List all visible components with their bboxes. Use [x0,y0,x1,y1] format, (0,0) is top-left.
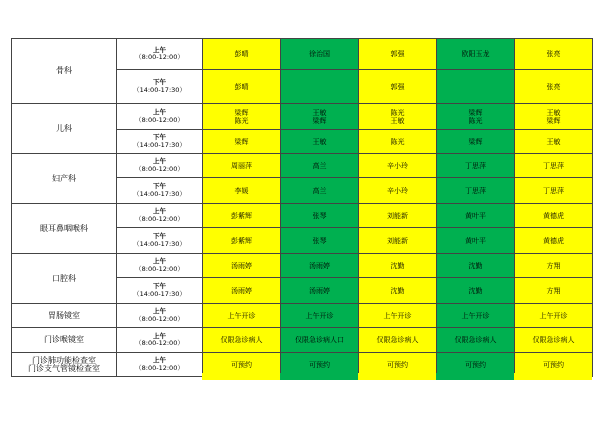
time-hours: （14:00-17:30） [133,140,186,149]
doctor-cell [437,39,515,70]
doctor-name: 梁辉 [468,108,483,117]
doctor-cell [515,70,593,104]
doctor-cell [281,39,359,70]
doctor-name: 上午开诊 [461,311,490,320]
time-hours: （14:00-17:30） [133,289,186,298]
time-slot [117,178,203,204]
doctor-cell [281,228,359,254]
doctor-name: 彭晴 [234,50,249,58]
time-slot [117,254,203,278]
doctor-cell [359,130,437,154]
time-period: 上午 [153,207,166,215]
doctor-name: 李媛 [234,186,249,195]
doctor-cell [437,130,515,154]
doctor-cell [437,328,515,353]
footer-color-strip [436,373,514,380]
time-hours: （8:00-12:00） [135,164,184,173]
doctor-name: 王敏 [312,137,327,146]
doctor-name: 丁思萍 [543,161,564,170]
doctor-name: 丁思萍 [543,186,564,195]
doctor-name: 仅限急诊病人 [376,336,419,344]
doctor-name: 沈勤 [390,286,405,295]
doctor-cell [203,278,281,304]
time-hours: （8:00-12:00） [135,214,184,223]
doctor-cell [359,328,437,353]
doctor-cell [359,304,437,328]
doctor-cell [203,178,281,204]
doctor-name: 可预约 [543,360,564,369]
doctor-cell [203,328,281,353]
footer-color-strip [280,373,358,380]
doctor-name: 陈光 [234,116,249,125]
doctor-cell [203,254,281,278]
doctor-name: 王敏 [390,116,405,125]
doctor-cell [203,204,281,228]
doctor-name: 黄德虎 [543,211,564,220]
doctor-cell [437,304,515,328]
doctor-cell [281,304,359,328]
schedule-row [12,254,593,278]
doctor-cell [281,178,359,204]
time-slot [117,228,203,254]
doctor-cell [515,154,593,178]
time-slot [117,304,203,328]
doctor-name: 高兰 [312,161,327,170]
doctor-name: 彭紫辉 [231,236,252,245]
doctor-cell [359,204,437,228]
doctor-name: 梁辉 [234,108,249,117]
doctor-cell [515,304,593,328]
doctor-cell [515,39,593,70]
doctor-name: 仅限急诊病人 [220,336,263,344]
doctor-name: 汤雨婷 [309,261,330,270]
doctor-cell [515,278,593,304]
department-name: 门诊肺功能检查室 门诊支气管镜检查室 [12,353,117,377]
doctor-name: 上午开诊 [227,311,256,320]
doctor-name: 陈光 [390,137,405,146]
time-hours: （8:00-12:00） [135,339,184,347]
time-slot [117,278,203,304]
time-slot [117,204,203,228]
doctor-name: 汤雨婷 [231,261,252,270]
doctor-cell [359,39,437,70]
time-slot [117,353,203,377]
footer-color-strip [514,373,592,380]
doctor-cell [203,154,281,178]
doctor-cell [203,70,281,104]
doctor-name: 可预约 [309,360,330,369]
doctor-name: 王敏 [546,108,561,117]
doctor-name: 仅限急诊病人 [454,336,497,344]
doctor-name: 可预约 [387,360,408,369]
doctor-cell [203,39,281,70]
department-name: 门诊喉镜室 [12,328,117,353]
doctor-cell [437,154,515,178]
doctor-cell [515,204,593,228]
doctor-cell [359,254,437,278]
time-period: 上午 [153,108,166,116]
time-hours: （8:00-12:00） [135,264,184,273]
doctor-cell [281,104,359,130]
department-name: 眼耳鼻咽喉科 [12,204,117,254]
time-hours: （14:00-17:30） [133,85,186,94]
department-name: 胃肠镜室 [12,304,117,328]
doctor-name: 黄叶平 [465,236,486,245]
doctor-cell [515,130,593,154]
doctor-name: 梁辉 [234,137,249,146]
doctor-cell [515,254,593,278]
schedule-row [12,104,593,130]
time-hours: （14:00-17:30） [133,189,186,198]
doctor-cell [515,104,593,130]
time-period: 上午 [153,257,166,265]
doctor-name: 梁辉 [312,116,327,125]
time-period: 上午 [153,307,166,315]
doctor-cell [359,70,437,104]
doctor-cell [515,228,593,254]
doctor-cell [203,228,281,254]
doctor-name: 张亮 [546,82,561,91]
time-hours: （8:00-12:00） [135,115,184,124]
schedule-row [12,204,593,228]
doctor-cell [437,204,515,228]
doctor-name: 郭强 [390,50,405,58]
doctor-name: 周丽萍 [231,161,252,170]
doctor-name: 仅限急诊病人口 [295,336,344,344]
doctor-name: 上午开诊 [539,311,568,320]
doctor-cell [281,154,359,178]
time-hours: （8:00-12:00） [135,363,184,372]
doctor-name: 丁思萍 [465,186,486,195]
doctor-name: 上午开诊 [305,311,334,320]
department-name: 妇产科 [12,154,117,204]
doctor-name: 高兰 [312,186,327,195]
time-period: 下午 [153,133,166,141]
doctor-name: 欧阳玉龙 [461,50,490,58]
doctor-name: 可预约 [231,360,252,369]
doctor-name: 仅限急诊病人 [532,336,575,344]
doctor-cell [359,278,437,304]
doctor-cell [281,130,359,154]
doctor-cell [203,130,281,154]
doctor-cell [437,278,515,304]
doctor-name: 丁思萍 [465,161,486,170]
time-slot [117,328,203,353]
doctor-cell [203,104,281,130]
doctor-name: 沈勤 [468,286,483,295]
footer-color-strip [358,373,436,380]
doctor-name: 刘能新 [387,211,408,220]
time-hours: （8:00-12:00） [135,314,184,323]
time-period: 下午 [153,182,166,190]
department-name: 骨科 [12,39,117,104]
schedule-table [11,38,593,377]
doctor-name: 张琴 [312,211,327,220]
doctor-name: 张亮 [546,50,561,58]
department-name: 口腔科 [12,254,117,304]
doctor-cell [281,254,359,278]
time-period: 上午 [153,157,166,165]
doctor-name: 黄叶平 [465,211,486,220]
doctor-cell [281,328,359,353]
doctor-name: 方翔 [546,261,561,270]
doctor-cell [515,178,593,204]
time-slot [117,130,203,154]
doctor-cell [437,70,515,104]
doctor-cell [515,328,593,353]
doctor-cell [437,104,515,130]
department-name: 儿科 [12,104,117,154]
doctor-name: 刘能新 [387,236,408,245]
footer-color-strip [202,373,280,380]
time-slot [117,104,203,130]
doctor-name: 彭晴 [234,82,249,91]
doctor-name: 徐治国 [309,50,330,58]
time-slot [117,70,203,104]
doctor-name: 黄德虎 [543,236,564,245]
doctor-cell [437,178,515,204]
time-period: 下午 [153,282,166,290]
doctor-name: 张琴 [312,236,327,245]
doctor-cell [359,104,437,130]
doctor-name: 辛小玲 [387,161,408,170]
doctor-cell [281,278,359,304]
doctor-name: 汤雨婷 [231,286,252,295]
doctor-cell [359,178,437,204]
doctor-cell [281,70,359,104]
time-period: 上午 [153,356,166,364]
doctor-name: 梁辉 [546,116,561,125]
time-slot [117,154,203,178]
doctor-cell [437,254,515,278]
time-period: 上午 [153,45,166,54]
doctor-name: 王敏 [312,108,327,117]
schedule-row [12,328,593,353]
doctor-name: 沈勤 [468,261,483,270]
doctor-name: 汤雨婷 [309,286,330,295]
doctor-name: 沈勤 [390,261,405,270]
time-hours: （8:00-12:00） [135,53,184,61]
doctor-cell [437,228,515,254]
doctor-name: 陈光 [390,108,405,117]
time-slot [117,39,203,70]
doctor-name: 辛小玲 [387,186,408,195]
schedule-row [12,304,593,328]
doctor-cell [359,228,437,254]
doctor-name: 彭紫辉 [231,211,252,220]
doctor-name: 王敏 [546,137,561,146]
doctor-name: 上午开诊 [383,311,412,320]
time-period: 下午 [153,78,166,86]
doctor-cell [359,154,437,178]
doctor-name: 梁辉 [468,137,483,146]
doctor-name: 可预约 [465,360,486,369]
doctor-name: 方翔 [546,286,561,295]
doctor-cell [203,304,281,328]
doctor-name: 郭强 [390,82,405,91]
time-hours: （14:00-17:30） [133,239,186,248]
time-period: 下午 [153,232,166,240]
schedule-row [12,154,593,178]
doctor-cell [281,204,359,228]
schedule-row [12,39,593,70]
doctor-name: 陈光 [468,116,483,125]
time-period: 上午 [153,331,166,340]
